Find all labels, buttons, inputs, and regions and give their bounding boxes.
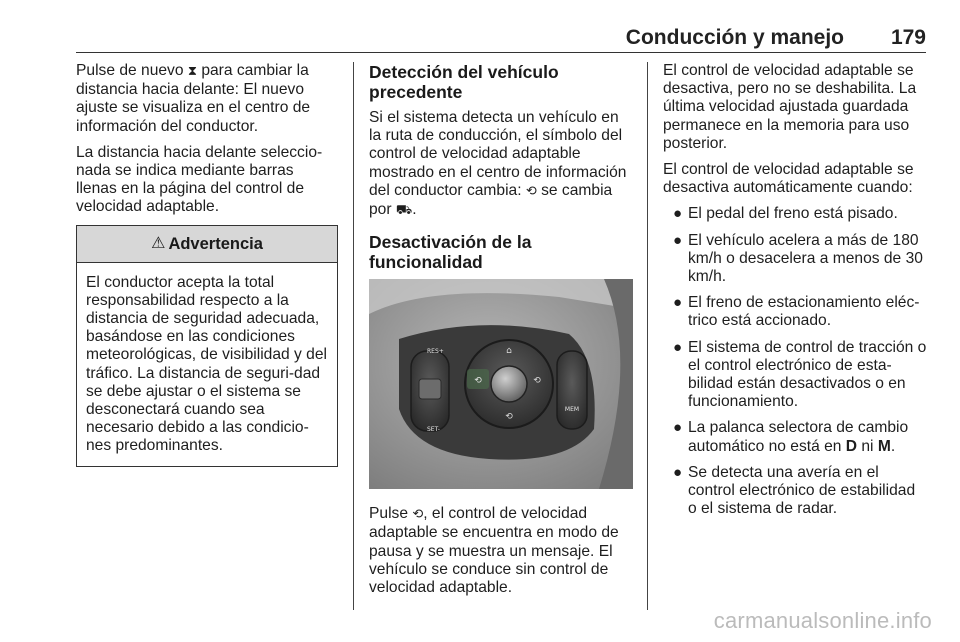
list-item: ● La palanca selectora de cambio automático no está en D ni M.	[673, 419, 909, 455]
paragraph-vehicle-detection: Si el sistema detecta un vehículo en la ruta de conducción, el símbolo del control de velocidad adaptable mostrado en el centro de información del conductor cambia: ⟲ se cambia por ⛟.	[369, 109, 627, 219]
warning-title: Advertencia	[168, 234, 263, 253]
warning-body: El conductor acepta la total responsabilidad respecto a la distancia de seguridad adecuada, basándose en las condiciones meteorológicas, de visibilidad y del tráfico. La distancia de seguri-dad se debe ajustar o el sistema se desconectará cuando sea necesario debido a las condicio-nes predominantes.	[86, 273, 327, 455]
cruise-pause-icon: ⟲	[412, 507, 424, 523]
svg-text:⟲: ⟲	[505, 412, 513, 423]
warning-header	[77, 226, 337, 263]
watermark: carmanualsonline.info	[713, 608, 932, 633]
adaptive-cruise-icon: ⟲	[525, 183, 537, 199]
paragraph-deactivated: El control de velocidad adaptable se desactiva, pero no se deshabilita. La última velocidad ajustada guardada permanece en la memoria para uso posterior.	[663, 62, 917, 152]
paragraph-pause: Pulse ⟲, el control de velocidad adaptable se encuentra en modo de pausa y se muestra un mensaje. El vehículo se conduce sin control de velocidad adaptable.	[369, 505, 619, 597]
deactivation-conditions-list	[663, 205, 928, 518]
column-3	[663, 62, 928, 526]
page-number: 179	[890, 26, 926, 49]
list-item: ● El vehículo acelera a más de 180 km/h o desacelera a menos de 30 km/h.	[673, 231, 923, 286]
page-title: Conducción y manejo	[625, 26, 844, 49]
header-divider	[76, 52, 926, 53]
list-item: ● El sistema de control de tracción o el control electrónico de esta-bilidad están desactivados o en funcionamiento.	[673, 338, 927, 411]
list-item: ● Se detecta una avería en el control electrónico de estabilidad o el sistema de radar.	[673, 463, 916, 518]
column-divider-2	[647, 62, 648, 610]
list-item: ● El freno de estacionamiento eléc-trico está accionado.	[673, 294, 920, 330]
svg-text:⟲: ⟲	[533, 376, 541, 387]
vehicle-ahead-icon: ⛟	[395, 203, 413, 219]
paragraph-distance-change: Pulse de nuevo ⧗ para cambiar la distancia hacia delante: El nuevo ajuste se visualiza en el centro de información del conductor.	[76, 62, 311, 135]
set-label: SET-	[427, 426, 440, 434]
column-1	[76, 62, 338, 467]
heading-vehicle-detection: Detección del vehículo precedente	[369, 62, 559, 102]
mem-label: MEM	[564, 406, 580, 414]
paragraph-auto-deactivation: El control de velocidad adaptable se desactiva automáticamente cuando:	[663, 161, 914, 197]
column-2	[369, 62, 633, 605]
svg-text:⌂: ⌂	[506, 346, 512, 357]
page-header	[76, 26, 926, 54]
list-item: ● El pedal del freno está pisado.	[673, 205, 898, 223]
distance-bars-icon: ⧗	[187, 64, 197, 79]
heading-deactivation: Desactivación de la funcionalidad	[369, 232, 532, 273]
steering-wheel-controls-image	[369, 279, 633, 489]
column-divider-1	[353, 62, 354, 610]
warning-triangle-icon: ⚠	[151, 234, 166, 252]
warning-box	[76, 225, 338, 467]
res-label: RES+	[427, 348, 444, 356]
paragraph-distance-bars: La distancia hacia delante seleccio-nada se indica mediante barras llenas en la página del control de velocidad adaptable.	[76, 143, 323, 216]
svg-text:⟲: ⟲	[474, 376, 482, 387]
